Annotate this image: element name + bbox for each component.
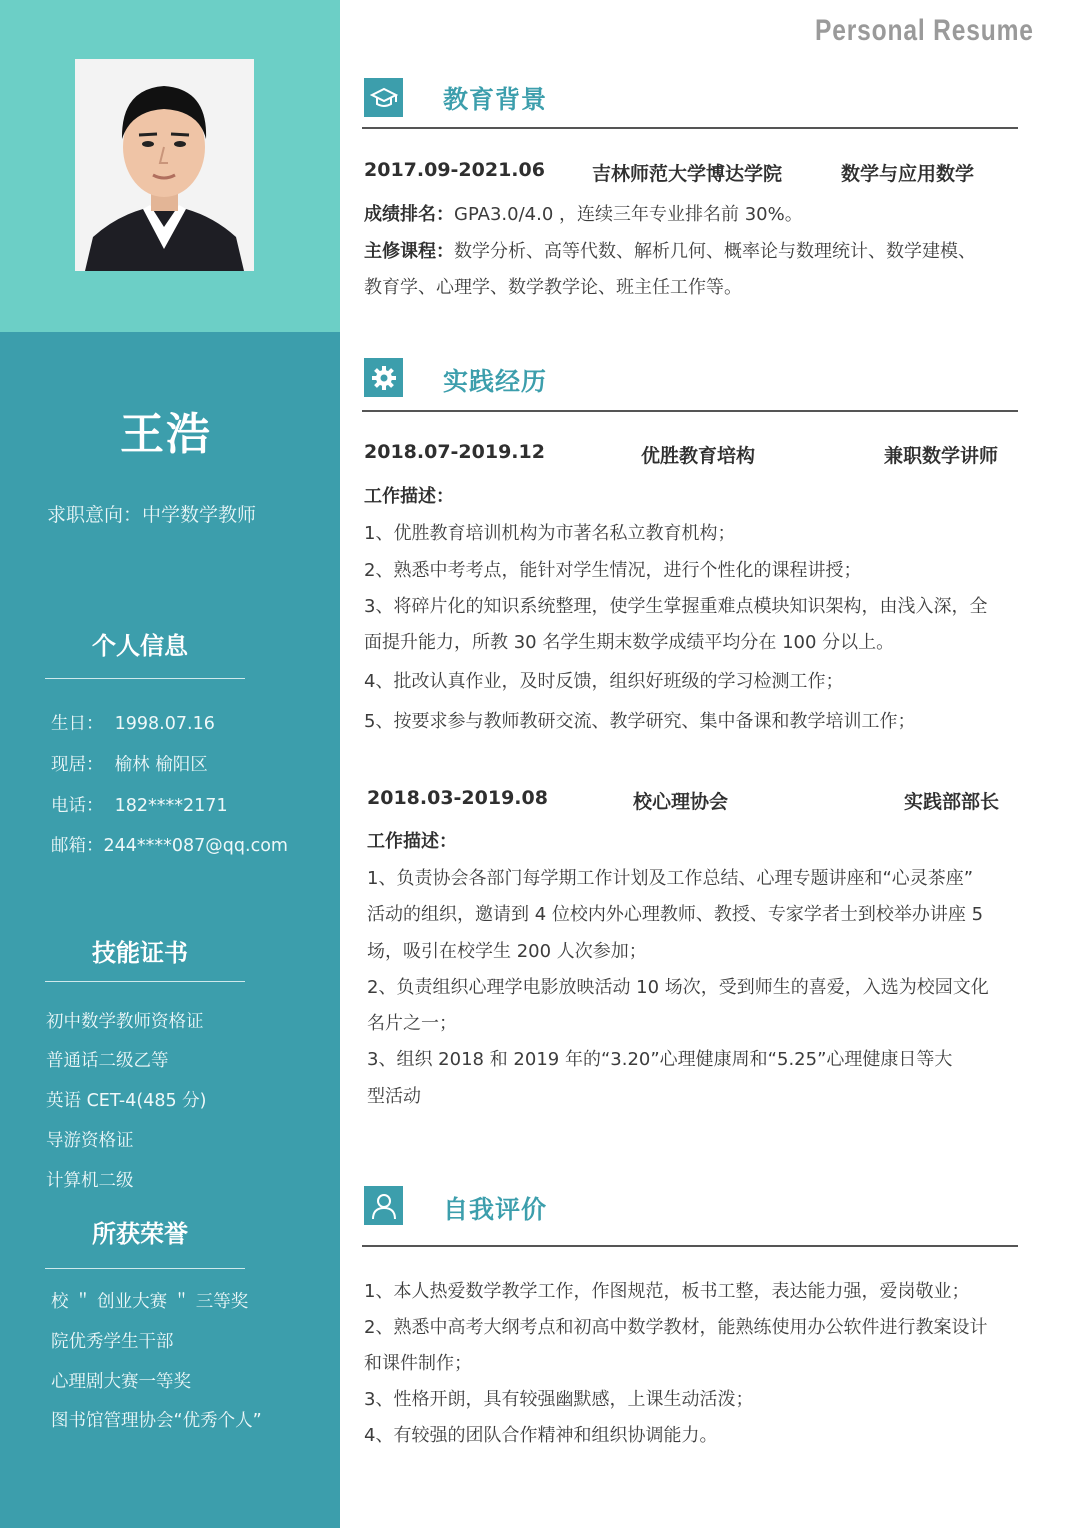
job-desc-line: 3、组织 2018 和 2019 年的“3.20”心理健康周和“5.25”心理健康日等大 — [367, 1049, 953, 1070]
skills-divider — [45, 981, 245, 982]
personal-info-heading: 个人信息 — [92, 632, 188, 660]
self-eval-line: 和课件制作； — [364, 1353, 472, 1374]
job-desc-line: 4、批改认真作业，及时反馈，组织好班级的学习检测工作； — [364, 671, 844, 692]
job-desc-line: 1、优胜教育培训机构为市著名私立教育机构； — [364, 523, 736, 544]
self-eval-title: 自我评价 — [443, 1195, 548, 1224]
resume-banner: Personal Resume — [815, 14, 1034, 47]
info-phone: 电话： 182****2171 — [51, 796, 228, 816]
skill-item: 计算机二级 — [46, 1171, 134, 1191]
job-period: 2018.07-2019.12 — [364, 441, 545, 463]
job-desc-line: 场，吸引在校学生 200 人次参加； — [367, 941, 647, 962]
job-desc-line: 2、负责组织心理学电影放映活动 10 场次，受到师生的喜爱，入选为校园文化 — [367, 977, 989, 998]
job-desc-label: 工作描述： — [364, 486, 454, 507]
honor-item: 校 ＂ 创业大赛 ＂ 三等奖 — [51, 1292, 249, 1312]
graduation-cap-icon — [364, 78, 403, 117]
job-desc-line: 面提升能力，所教 30 名学生期末数学成绩平均分在 100 分以上。 — [364, 632, 895, 653]
job-role: 兼职数学讲师 — [884, 445, 999, 467]
honors-heading: 所获荣誉 — [92, 1220, 188, 1248]
job-desc-label: 工作描述： — [367, 831, 457, 852]
education-courses: 主修课程：数学分析、高等代数、解析几何、概率论与数理统计、数学建模、 — [364, 241, 976, 262]
education-major: 数学与应用数学 — [841, 163, 975, 185]
job-org: 校心理协会 — [633, 791, 729, 813]
info-birthday: 生日： 1998.07.16 — [51, 714, 215, 734]
job-desc-line: 名片之一； — [367, 1013, 457, 1034]
education-period: 2017.09-2021.06 — [364, 159, 545, 181]
gear-icon — [364, 358, 403, 397]
honor-item: 院优秀学生干部 — [51, 1332, 174, 1352]
education-courses-cont: 教育学、心理学、数学教学论、班主任工作等。 — [364, 277, 742, 298]
education-school: 吉林师范大学博达学院 — [592, 163, 783, 185]
job-period: 2018.03-2019.08 — [367, 787, 548, 809]
skills-heading: 技能证书 — [92, 939, 188, 967]
job-desc-line: 2、熟悉中考考点，能针对学生情况，进行个性化的课程讲授； — [364, 560, 862, 581]
self-eval-line: 1、本人热爱数学教学工作，作图规范，板书工整，表达能力强，爱岗敬业； — [364, 1281, 970, 1302]
self-eval-line: 4、有较强的团队合作精神和组织协调能力。 — [364, 1425, 718, 1446]
job-desc-line: 3、将碎片化的知识系统整理，使学生掌握重难点模块知识架构，由浅入深，全 — [364, 596, 988, 617]
education-gpa: 成绩排名：GPA3.0/4.0 ，连续三年专业排名前 30%。 — [364, 204, 803, 225]
self-eval-line: 2、熟悉中高考大纲考点和初高中数学教材，能熟练使用办公软件进行教案设计 — [364, 1317, 988, 1338]
job-desc-line: 型活动 — [367, 1086, 421, 1107]
job-desc-line: 活动的组织，邀请到 4 位校内外心理教师、教授、专家学者士到校举办讲座 5 — [367, 904, 984, 925]
info-residence: 现居： 榆林 榆阳区 — [51, 755, 208, 775]
personal-info-divider — [45, 678, 245, 679]
honors-divider — [45, 1268, 245, 1269]
honor-item: 心理剧大赛一等奖 — [51, 1372, 191, 1392]
skill-item: 英语 CET-4(485 分) — [46, 1091, 207, 1111]
job-org: 优胜教育培构 — [641, 445, 756, 467]
self-eval-line: 3、性格开朗，具有较强幽默感，上课生动活泼； — [364, 1389, 754, 1410]
job-role: 实践部部长 — [904, 791, 1000, 813]
job-intent: 求职意向：中学数学教师 — [47, 504, 257, 526]
skill-item: 初中数学教师资格证 — [46, 1012, 204, 1032]
job-desc-line: 5、按要求参与教师教研交流、教学研究、集中备课和教学培训工作； — [364, 711, 916, 732]
practice-title: 实践经历 — [443, 367, 548, 396]
sidebar — [0, 0, 340, 1528]
job-desc-line: 1、负责协会各部门每学期工作计划及工作总结、心理专题讲座和“心灵茶座” — [367, 868, 974, 889]
person-icon — [364, 1186, 403, 1225]
practice-divider — [362, 410, 1018, 412]
education-divider — [362, 127, 1018, 129]
info-email: 邮箱：244****087@qq.com — [51, 836, 288, 856]
education-title: 教育背景 — [443, 85, 548, 114]
skill-item: 导游资格证 — [46, 1131, 134, 1151]
candidate-name: 王浩 — [120, 409, 212, 460]
self-eval-divider — [362, 1245, 1018, 1247]
skill-item: 普通话二级乙等 — [46, 1051, 169, 1071]
profile-photo — [75, 59, 254, 271]
honor-item: 图书馆管理协会“优秀个人” — [51, 1411, 262, 1431]
